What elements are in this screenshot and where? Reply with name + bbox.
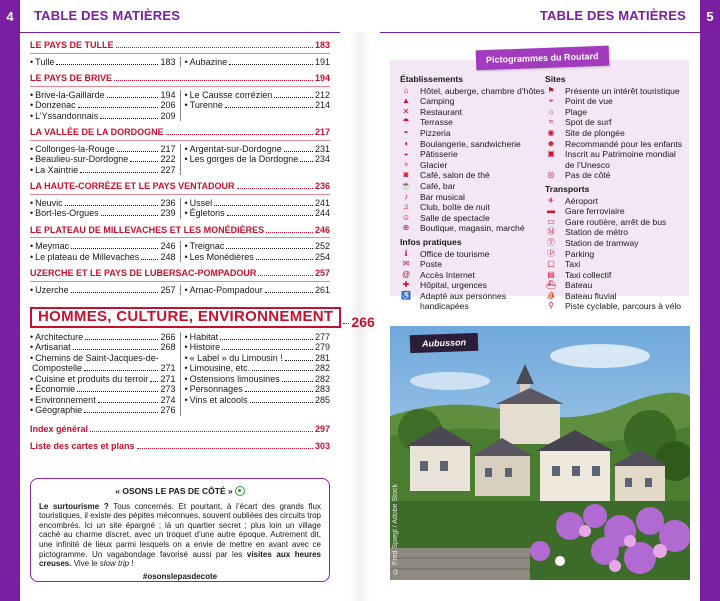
sites-title: Sites: [545, 74, 566, 84]
legend-label: Plage: [565, 106, 587, 117]
pictogram-tab: Pictogrammes du Routard: [476, 46, 609, 71]
legend-label: Aéroport: [565, 195, 598, 206]
legend-label: Inscrit au Patrimoine mondial de l’Unesco: [565, 149, 676, 170]
legend-item: [400, 170, 550, 181]
transports-title: Transports: [545, 183, 590, 194]
hommes-culture-entries: [30, 332, 330, 416]
legend-label: Bar musical: [420, 191, 465, 202]
bus-icon: ▭: [547, 216, 555, 226]
legend-label: Adapté aux personnes handicapées: [420, 290, 507, 312]
legend-label: Restaurant: [420, 106, 463, 117]
legend-item: [545, 149, 685, 170]
camping-icon: ▲: [402, 96, 410, 106]
right-page-number: 5: [700, 0, 720, 32]
toc-entry[interactable]: • Meymac 246: [30, 241, 176, 251]
toc-section-heading[interactable]: [30, 127, 330, 138]
legend-item: [400, 223, 550, 234]
accessible-icon: ♿: [401, 290, 411, 300]
legend-label: Bateau: [565, 280, 593, 291]
legend-item: [545, 259, 685, 270]
shared-taxi-icon: ▤: [547, 269, 555, 279]
toc-entry[interactable]: • Arnac-Pompadour 261: [184, 284, 330, 295]
legend-label: Piste cyclable, parcours à vélo: [565, 301, 682, 312]
legend-item: [545, 86, 685, 97]
toc-entry[interactable]: • Limousine, etc. 282: [184, 363, 330, 373]
left-header-rule: [20, 32, 340, 33]
section-page: 236: [314, 181, 330, 191]
bakery-icon: ◖: [403, 138, 409, 148]
legend-label: Taxi collectif: [565, 269, 612, 280]
legend-item: [545, 206, 685, 217]
legend-item: [545, 96, 685, 107]
toc-section: [30, 268, 330, 295]
legend-item: [545, 139, 685, 150]
picto-column-right: [545, 74, 685, 312]
tourism-office-icon: ℹ: [404, 248, 408, 258]
bike-icon: ⚲: [548, 301, 554, 311]
toc-entry[interactable]: Compostelle 271: [32, 363, 176, 373]
legend-label: Salle de spectacle: [420, 212, 490, 223]
toc-section-heading[interactable]: [30, 181, 330, 192]
legend-label: Office de tourisme: [420, 248, 490, 259]
legend-label: Boutique, magasin, marché: [420, 223, 525, 234]
legend-item: [400, 96, 550, 107]
section-page: 217: [314, 127, 330, 137]
table-of-contents: [30, 40, 375, 459]
legend-item: [545, 196, 685, 207]
legend-item: [400, 192, 550, 203]
boat-icon: ⛴: [545, 280, 557, 290]
section-page: 257: [314, 268, 330, 278]
metro-icon: Ⓜ: [547, 227, 555, 237]
legend-label: Station de tramway: [565, 237, 639, 248]
osons-callout: [30, 478, 330, 582]
toc-entry[interactable]: • Beaulieu-sur-Dordogne 222: [30, 154, 176, 164]
interest-icon: ⚑: [547, 85, 555, 95]
musicbar-icon: ♪: [404, 191, 408, 201]
cafe-icon: ☕: [401, 180, 411, 190]
toc-entry[interactable]: • L’Yssandonnais 209: [30, 110, 176, 121]
toc-entry[interactable]: • Artisanat 268: [30, 342, 176, 352]
restaurant-icon: ✕: [402, 106, 410, 116]
legend-item: [400, 249, 550, 260]
legend-label: Hôtel, auberge, chambre d’hôtes: [420, 85, 545, 96]
legend-item: [400, 181, 550, 192]
toc-section: [30, 40, 330, 67]
tearoom-icon: ◙: [403, 170, 409, 180]
legend-label: Poste: [420, 259, 442, 270]
hommes-culture-title: HOMMES, CULTURE, ENVIRONNEMENT: [30, 307, 341, 328]
section-title: UZERCHE ET LE PAYS DE LUBERSAC-POMPADOUR: [30, 268, 257, 278]
legend-label: Café, bar: [420, 180, 456, 191]
legend-item: [545, 301, 685, 312]
section-page: 246: [314, 224, 330, 235]
legend-item: [400, 160, 550, 171]
legend-label: Hôpital, urgences: [420, 280, 487, 291]
pastry-icon: ◒: [403, 149, 409, 159]
toc-entry[interactable]: • Architecture 266: [30, 331, 176, 342]
section-title: LE PLATEAU DE MILLEVACHES ET LES MONÉDIÈRES: [30, 224, 265, 235]
section-title: LE PAYS DE TULLE: [30, 40, 114, 50]
shop-icon: ⊕: [402, 223, 410, 233]
surf-icon: ≈: [548, 117, 554, 127]
toc-entry[interactable]: • Géographie 276: [30, 405, 176, 415]
diving-icon: ◉: [547, 127, 555, 137]
legend-item: [545, 117, 685, 128]
legend-item: [400, 149, 550, 160]
toc-section: [30, 127, 330, 175]
legend-label: Terrasse: [420, 117, 453, 128]
toc-entry[interactable]: • Ussel 241: [184, 197, 330, 208]
toc-section: [30, 225, 330, 263]
toc-entry[interactable]: • Les gorges de la Dordogne 234: [184, 154, 330, 164]
legend-label: Club, boîte de nuit: [420, 202, 490, 213]
toc-column-right: [180, 57, 331, 68]
hotel-icon: ⌂: [403, 85, 409, 95]
sidestep-icon: ◎: [547, 170, 555, 180]
toc-entry[interactable]: • Chemins de Saint-Jacques-de-: [30, 352, 159, 363]
right-page-title: TABLE DES MATIÈRES: [539, 8, 686, 23]
legend-label: Point de vue: [565, 96, 613, 107]
toc-column-right: [180, 285, 331, 296]
terrace-icon: ☂: [402, 117, 410, 127]
aubusson-photo: [390, 326, 690, 580]
toc-entry[interactable]: • Uzerche 257: [30, 284, 176, 295]
toc-column-left: [30, 332, 180, 416]
toc-entry[interactable]: • Le plateau de Millevaches 248: [30, 251, 176, 262]
photo-caption-tag: Aubusson: [410, 333, 479, 353]
aubusson-landscape-image: [390, 326, 690, 580]
toc-entry[interactable]: • Personnages 283: [184, 384, 330, 394]
toc-column-right: [180, 90, 331, 122]
toc-entry[interactable]: • Ostensions limousines 282: [184, 373, 330, 384]
tram-icon: Ⓣ: [547, 237, 555, 247]
legend-item: [545, 280, 685, 291]
toc-section: [30, 73, 330, 121]
legend-label: Pas de côté: [565, 170, 611, 181]
section-page: 194: [314, 73, 330, 83]
section-title: LA HAUTE-CORRÈZE ET LE PAYS VENTADOUR: [30, 181, 235, 191]
viewpoint-icon: ⌖: [548, 96, 554, 106]
legend-item: [400, 213, 550, 224]
toc-column-left: [30, 57, 180, 68]
left-page-title: TABLE DES MATIÈRES: [34, 8, 181, 23]
toc-entry[interactable]: • Vins et alcools 285: [184, 394, 330, 405]
sidestep-icon: [235, 486, 245, 496]
pictogram-legend: [390, 51, 689, 312]
club-icon: ♫: [403, 202, 409, 212]
legend-item: [400, 139, 550, 150]
riverboat-icon: ⛵: [546, 290, 556, 300]
right-header-rule: [380, 32, 700, 33]
section-page: 183: [314, 40, 330, 50]
unesco-icon: ▣: [547, 149, 555, 159]
legend-label: Bateau fluvial: [565, 290, 617, 301]
legend-item: [545, 217, 685, 228]
legend-label: Accès Internet: [420, 269, 475, 280]
toc-entry[interactable]: • Habitat 277: [184, 331, 330, 342]
legend-label: Boulangerie, sandwicherie: [420, 138, 521, 149]
toc-section-heading[interactable]: [30, 225, 330, 236]
legend-item: [545, 128, 685, 139]
legend-item: [400, 107, 550, 118]
legend-item: [400, 259, 550, 270]
toc-entry[interactable]: • Brive-la-Gaillarde 194: [30, 89, 176, 100]
legend-label: Gare routière, arrêt de bus: [565, 216, 667, 227]
toc-column-right: [180, 241, 331, 262]
toc-column-right: [180, 332, 331, 416]
parking-icon: Ⓟ: [547, 248, 555, 258]
legend-label: Pizzeria: [420, 127, 451, 138]
theatre-icon: ☺: [401, 212, 411, 222]
toc-entry[interactable]: • « Label » du Limousin ! 281: [184, 352, 330, 363]
toc-entry[interactable]: • Neuvic 236: [30, 197, 176, 208]
toc-column-left: [30, 285, 180, 296]
toc-column-left: [30, 198, 180, 219]
photo-credit: © Fred Spiegl / Adobe Stock: [392, 484, 399, 574]
toc-entry[interactable]: • Donzenac 206: [30, 100, 176, 110]
toc-column-right: [180, 144, 331, 176]
hommes-culture-page: 266: [351, 314, 375, 330]
toc-entry[interactable]: • Économie 273: [30, 384, 176, 394]
legend-label: Station de métro: [565, 227, 629, 238]
beach-icon: ☼: [547, 106, 555, 116]
toc-entry[interactable]: • Turenne 214: [184, 100, 330, 110]
train-icon: ▬: [547, 206, 555, 216]
icecream-icon: ♆: [403, 159, 409, 169]
pizzeria-icon: ◓: [403, 127, 409, 137]
section-title: LA VALLÉE DE LA DORDOGNE: [30, 127, 164, 137]
post-icon: ✉: [402, 259, 410, 269]
legend-item: [400, 86, 550, 97]
etablissements-title: Établissements: [400, 74, 464, 84]
index-general-entry[interactable]: Index général 297: [30, 423, 330, 434]
toc-entry[interactable]: • Bort-les-Orgues 239: [30, 208, 176, 218]
toc-column-left: [30, 144, 180, 176]
legend-label: Spot de surf: [565, 117, 612, 128]
legend-item: [400, 117, 550, 128]
legend-item: [400, 202, 550, 213]
legend-label: Camping: [420, 96, 455, 107]
toc-section-heading[interactable]: [30, 268, 330, 279]
callout-hashtag: #osonslepasdecote: [142, 571, 218, 581]
toc-entry[interactable]: • Tulle 183: [30, 56, 176, 67]
toc-entry[interactable]: • Collonges-la-Rouge 217: [30, 143, 176, 154]
toc-column-right: [180, 198, 331, 219]
toc-column-left: [30, 241, 180, 262]
airport-icon: ✈: [547, 195, 555, 205]
legend-item: [400, 270, 550, 281]
toc-entry[interactable]: • Les Monédières 254: [184, 251, 330, 262]
toc-section-heading[interactable]: [30, 73, 330, 84]
picto-column-left: [400, 74, 550, 312]
legend-item: [400, 280, 550, 291]
taxi-icon: ▢: [547, 259, 555, 269]
legend-item: [545, 170, 685, 181]
legend-item: [545, 238, 685, 249]
legend-label: Café, salon de thé: [420, 170, 490, 181]
toc-entry[interactable]: • Argentat-sur-Dordogne 231: [184, 143, 330, 154]
legend-label: Gare ferroviaire: [565, 206, 625, 217]
legend-item: [545, 291, 685, 302]
legend-item: [545, 270, 685, 281]
toc-section: [30, 181, 330, 219]
left-page-edge: [0, 0, 20, 601]
callout-body: Le surtourisme ? Tous concernés. Et pourtant, à l’écart des grands flux touristiques, il existe des pépites méconnues, souvent oubliées des circuits trop encombrés. Ici un site épargné ; là un quartier secret ; plus loin un village caché au charme discret, avec un troquet d’une autre époque. Autrement dit, une infinité de lieux parmi lesquels on a envie de mettre en avant avec ce pictogramme. Un vagabondage favorisé aussi par les visites aux heures creuses. Vive le slow trip !: [39, 501, 322, 569]
left-page-number: 4: [0, 0, 20, 32]
infos-title: Infos pratiques: [400, 236, 462, 247]
internet-icon: @: [401, 269, 411, 279]
hommes-culture-heading[interactable]: [30, 307, 375, 330]
legend-label: Recommandé pour les enfants: [565, 138, 683, 149]
toc-column-left: [30, 90, 180, 122]
legend-label: Pâtisserie: [420, 149, 458, 160]
section-title: LE PAYS DE BRIVE: [30, 73, 113, 83]
legend-item: [545, 227, 685, 238]
legend-item: [545, 249, 685, 260]
toc-entry[interactable]: • Le Causse corrézien 212: [184, 89, 330, 100]
maps-list-entry[interactable]: Liste des cartes et plans 303: [30, 441, 330, 451]
toc-entry[interactable]: • Égletons 244: [184, 208, 330, 218]
legend-label: Parking: [565, 248, 595, 259]
toc-section-heading[interactable]: [30, 40, 330, 51]
legend-label: Site de plongée: [565, 127, 625, 138]
kids-icon: ☻: [546, 138, 556, 148]
legend-item: [400, 128, 550, 139]
legend-item: [545, 107, 685, 118]
legend-label: Présente un intérêt touristique: [565, 85, 680, 96]
toc-entry[interactable]: • La Xaintrie 227: [30, 164, 176, 175]
toc-entry[interactable]: • Histoire 279: [184, 342, 330, 352]
toc-entry[interactable]: • Treignac 252: [184, 241, 330, 251]
callout-title: « OSONS LE PAS DE CÔTÉ »: [39, 486, 321, 497]
toc-entry[interactable]: • Aubazine 191: [184, 56, 330, 67]
legend-label: Glacier: [420, 159, 448, 170]
legend-label: Taxi: [565, 259, 581, 270]
toc-entry[interactable]: • Environnement 274: [30, 394, 176, 405]
legend-item: [400, 291, 550, 312]
hospital-icon: ✚: [402, 280, 410, 290]
right-page-edge: [700, 0, 720, 601]
toc-entry[interactable]: • Cuisine et produits du terroir 271: [30, 373, 176, 384]
